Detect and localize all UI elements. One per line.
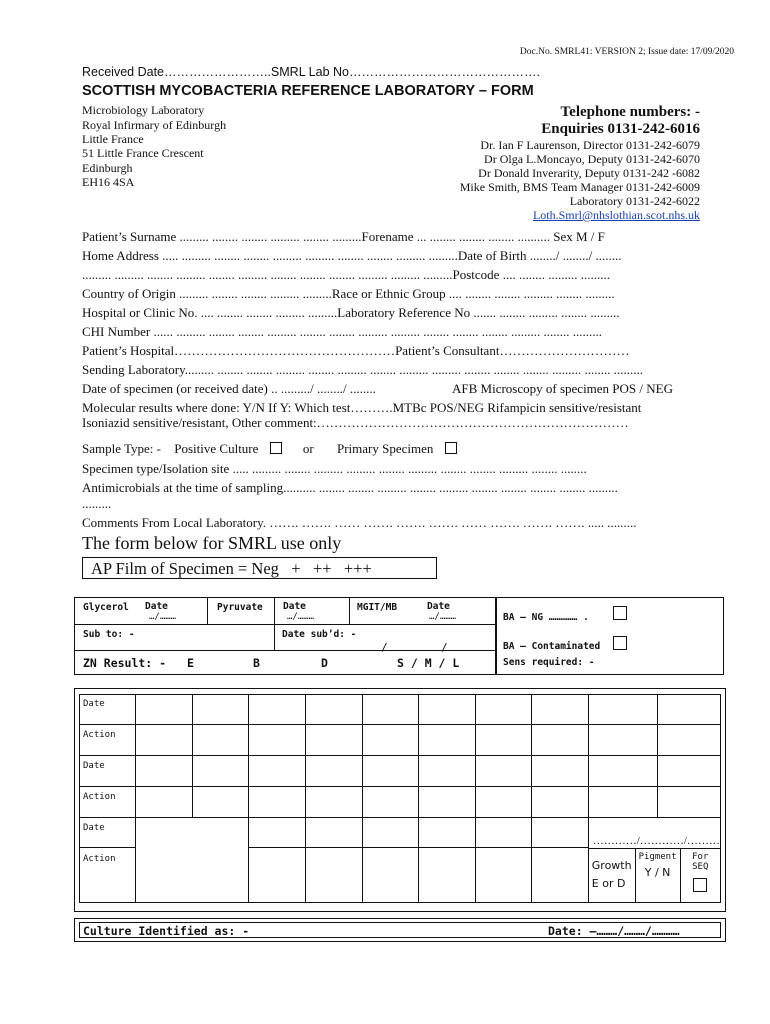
glycerol-date-label: Date — [145, 601, 168, 612]
grid-cell[interactable] — [419, 787, 476, 818]
hospital-clinic-field[interactable]: Hospital or Clinic No. .... ........ ........ ......... .........Laboratory Reference No ....... ........ ......... ........ ......... — [82, 305, 620, 320]
grid-date-label: Date — [80, 756, 136, 787]
address-line: 51 Little France Crescent — [82, 146, 204, 160]
culture-identified-label[interactable]: Culture Identified as: - — [83, 924, 250, 938]
grid-cell[interactable] — [475, 787, 532, 818]
sub-to-label[interactable]: Sub to: - — [83, 629, 135, 640]
patient-hospital-field[interactable]: Patient’s Hospital……………………………………………Patient’s Consultant………………………… — [82, 343, 630, 358]
e-or-d-label[interactable]: E or D — [591, 877, 626, 890]
zn-result-label: ZN Result: - — [83, 656, 167, 670]
antimicrobials-continued[interactable]: ......... — [82, 496, 112, 511]
grid-action-label: Action — [80, 787, 136, 818]
grid-cell[interactable] — [305, 787, 362, 818]
mgit-label: MGIT/MB — [357, 602, 398, 613]
isoniazid-field[interactable]: Isoniazid sensitive/resistant, Other comment:……………………………………………………………… — [82, 415, 629, 430]
grid-cell[interactable] — [532, 695, 589, 725]
grid-cell[interactable] — [475, 756, 532, 787]
grid-cell[interactable] — [532, 818, 589, 848]
telephone-heading: Telephone numbers: - — [560, 104, 700, 120]
grid-cell[interactable] — [305, 695, 362, 725]
grid-cell[interactable] — [532, 848, 589, 903]
enquiries-number: Enquiries 0131-242-6016 — [541, 121, 700, 137]
results-grid — [74, 688, 726, 912]
date-subd-label[interactable]: Date sub’d: - — [282, 629, 357, 640]
ba-box — [496, 597, 724, 675]
smrl-use-heading: The form below for SMRL use only — [82, 533, 342, 553]
ba-contaminated-label: BA – Contaminated — [503, 641, 601, 652]
positive-culture-checkbox[interactable] — [270, 442, 282, 454]
grid-cell[interactable] — [419, 756, 476, 787]
grid-cell[interactable] — [362, 695, 419, 725]
pyruvate-date-label: Date — [283, 601, 306, 612]
or-label: or — [302, 441, 314, 456]
grid-cell[interactable] — [419, 725, 476, 756]
molecular-results-field[interactable]: Molecular results where done: Y/N If Y: Which test……….MTBc POS/NEG Rifampicin sensitive/resistant — [82, 400, 642, 415]
mgit-date-value[interactable]: …/……… — [429, 612, 457, 622]
grid-cell[interactable] — [588, 695, 657, 725]
email-link[interactable]: Loth.Smrl@nhslothian.scot.nhs.uk — [532, 208, 700, 222]
form-title: SCOTTISH MYCOBACTERIA REFERENCE LABORATORY – FORM — [82, 83, 534, 99]
grid-cell[interactable] — [362, 787, 419, 818]
grid-cell[interactable] — [305, 725, 362, 756]
culture-lab-box — [74, 597, 496, 675]
grid-cell[interactable] — [588, 787, 657, 818]
address-line: Microbiology Laboratory — [82, 103, 205, 117]
for-seq-label: For SEQ — [692, 851, 709, 872]
grid-action-label: Action — [80, 848, 136, 903]
ba-ng-checkbox[interactable] — [613, 606, 627, 620]
specimen-type-field[interactable]: Specimen type/Isolation site ..... ......... ........ ......... ......... ........ ......... ........ ........ ......... ........ ........ — [82, 461, 587, 476]
date-subd-slash: / — [441, 641, 448, 654]
grid-cell[interactable] — [249, 725, 306, 756]
grid-cell[interactable] — [192, 725, 249, 756]
grid-cell[interactable] — [419, 848, 476, 903]
date-subd-slash: / — [381, 641, 388, 654]
zn-d-option[interactable]: D — [321, 656, 328, 670]
grid-cell[interactable] — [136, 725, 193, 756]
antimicrobials-field[interactable]: Antimicrobials at the time of sampling.......... ........ ........ ......... ........ ......... ........ ........ ........ ........ ......... — [82, 480, 618, 495]
grid-cell[interactable] — [362, 756, 419, 787]
zn-b-option[interactable]: B — [253, 656, 260, 670]
zn-sml-options[interactable]: S / M / L — [397, 656, 460, 670]
grid-cell[interactable] — [532, 756, 589, 787]
specimen-date-field[interactable]: Date of specimen (or received date) .. ........./ ......../ ........ — [82, 381, 376, 396]
grid-cell[interactable] — [657, 756, 720, 787]
primary-specimen-label: Primary Specimen — [337, 441, 434, 456]
grid-cell[interactable] — [419, 695, 476, 725]
sens-required-label[interactable]: Sens required: - — [503, 657, 595, 668]
home-address-field[interactable]: Home Address ..... ......... ........ ........ ......... ......... ........ ........ ......... .........Date of Birth ......../ ......../ ........ — [82, 248, 622, 263]
grid-date-label: Date — [80, 695, 136, 725]
grid-cell[interactable] — [305, 818, 362, 848]
grid-cell[interactable] — [475, 695, 532, 725]
grid-cell[interactable] — [192, 695, 249, 725]
grid-cell[interactable] — [136, 695, 193, 725]
address-line: Little France — [82, 132, 144, 146]
grid-cell[interactable] — [249, 756, 306, 787]
grid-cell[interactable] — [249, 848, 306, 903]
received-date-line[interactable]: Received Date……………………..SMRL Lab No………………………………………. — [82, 65, 540, 79]
address-line: Royal Infirmary of Edinburgh — [82, 118, 227, 132]
grid-cell[interactable] — [136, 787, 193, 818]
comments-field[interactable]: Comments From Local Laboratory. ……. ……. …… ……. ……. ……. …… ……. ……. ……. ..... ......... — [82, 515, 637, 530]
afb-microscopy-field[interactable]: AFB Microscopy of specimen POS / NEG — [452, 381, 673, 396]
ba-ng-label: BA – NG …………… . — [503, 612, 589, 623]
grid-cell[interactable] — [475, 725, 532, 756]
glycerol-label: Glycerol — [83, 602, 129, 613]
phone-line: Dr Donald Inverarity, Deputy 0131-242 -6082 — [478, 166, 700, 180]
grid-cell[interactable] — [657, 695, 720, 725]
grid-action-label: Action — [80, 725, 136, 756]
chi-number-field[interactable]: CHI Number ...... ......... ........ ........ ......... ........ ........ ......... ......... ........ ........ ........ ......... ........ ......... — [82, 324, 602, 339]
pigment-label: Pigment — [638, 851, 677, 862]
growth-subcell[interactable] — [589, 848, 635, 902]
grid-cell[interactable] — [362, 848, 419, 903]
pigment-subcell[interactable] — [635, 848, 680, 902]
address-line: Edinburgh — [82, 161, 133, 175]
grid-cell[interactable] — [532, 787, 589, 818]
grid-cell[interactable] — [249, 695, 306, 725]
for-seq-subcell[interactable] — [680, 848, 720, 902]
grid-merged-cell[interactable] — [136, 818, 249, 903]
grid-cell[interactable] — [305, 756, 362, 787]
doc-reference: Doc.No. SMRL41: VERSION 2; Issue date: 17/09/2020 — [519, 47, 734, 57]
grid-cell[interactable] — [657, 725, 720, 756]
grid-cell[interactable] — [475, 848, 532, 903]
growth-cell — [588, 848, 720, 903]
for-seq-checkbox[interactable] — [693, 878, 707, 892]
ba-contaminated-checkbox[interactable] — [613, 636, 627, 650]
growth-date-field[interactable]: …………/…………/……… — [588, 818, 720, 848]
address-line: EH16 4SA — [82, 175, 135, 189]
phone-line: Mike Smith, BMS Team Manager 0131-242-6009 — [459, 180, 700, 194]
patient-surname-field[interactable]: Patient’s Surname ......... ........ ........ ......... ........ .........Forename ... ........ ........ ........ .......... Sex M / F — [82, 229, 605, 244]
phone-line: Laboratory 0131-242-6022 — [569, 194, 700, 208]
sample-type-label: Sample Type: - — [82, 441, 162, 456]
pigment-yn[interactable]: Y / N — [644, 865, 671, 879]
grid-cell[interactable] — [362, 818, 419, 848]
pyruvate-date-value[interactable]: …/……… — [287, 612, 315, 622]
grid-cell[interactable] — [362, 725, 419, 756]
sending-laboratory-field[interactable]: Sending Laboratory......... ........ ........ ......... ........ ......... ........ ......... ......... ........ ........ ........ ......... ........ ......... — [82, 362, 644, 377]
grid-cell[interactable] — [419, 818, 476, 848]
grid-cell[interactable] — [192, 787, 249, 818]
positive-culture-label: Positive Culture — [174, 441, 259, 456]
grid-cell[interactable] — [192, 756, 249, 787]
glycerol-date-value[interactable]: …/……… — [149, 612, 177, 622]
grid-cell[interactable] — [588, 725, 657, 756]
country-of-origin-field[interactable]: Country of Origin ......... ........ ........ ......... .........Race or Ethnic Group .... ........ ........ ......... ........ ......... — [82, 286, 615, 301]
ap-film-box[interactable]: AP Film of Specimen = Neg + ++ +++ — [82, 557, 437, 579]
grid-cell[interactable] — [305, 848, 362, 903]
zn-e-option[interactable]: E — [187, 656, 194, 670]
mgit-date-label: Date — [427, 601, 450, 612]
grid-cell[interactable] — [249, 818, 306, 848]
grid-cell[interactable] — [588, 756, 657, 787]
grid-cell[interactable] — [475, 818, 532, 848]
grid-cell[interactable] — [532, 725, 589, 756]
sample-type-row — [82, 441, 457, 457]
primary-specimen-checkbox[interactable] — [445, 442, 457, 454]
grid-cell[interactable] — [657, 787, 720, 818]
growth-label: Growth — [591, 859, 632, 872]
postcode-field[interactable]: ......... ......... ........ ......... ........ ......... ........ ........ ........ ......... ......... .........Postcode .... ........ ......... ......... — [82, 267, 610, 282]
grid-cell[interactable] — [136, 756, 193, 787]
culture-identified-box — [74, 918, 726, 942]
phone-line: Dr Olga L.Moncayo, Deputy 0131-242-6070 — [484, 152, 700, 166]
grid-date-label: Date — [80, 818, 136, 848]
phone-line: Dr. Ian F Laurenson, Director 0131-242-6079 — [480, 138, 700, 152]
grid-cell[interactable] — [249, 787, 306, 818]
pyruvate-label: Pyruvate — [217, 602, 263, 613]
culture-date-field[interactable]: Date: –………/………/………… — [548, 924, 680, 938]
